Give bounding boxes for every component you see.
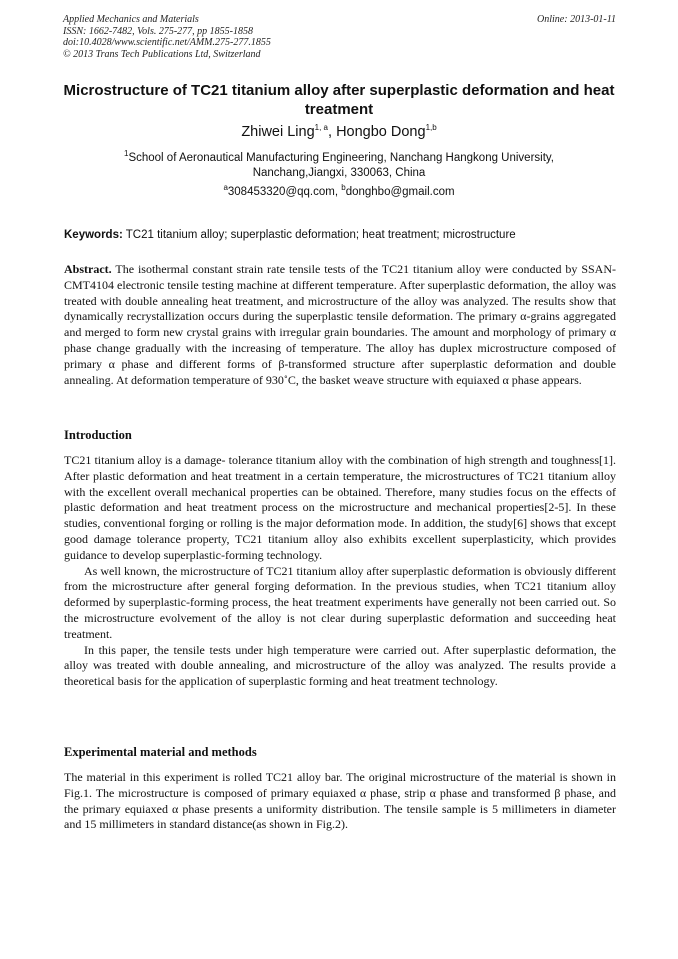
doi-line: doi:10.4028/www.scientific.net/AMM.275-277.1855 (63, 37, 271, 48)
introduction-section (64, 428, 616, 690)
journal-name: Applied Mechanics and Materials (63, 14, 199, 25)
issn-line: ISSN: 1662-7482, Vols. 275-277, pp 1855-1858 (63, 25, 253, 37)
keywords-label: Keywords: (64, 229, 123, 241)
email-line (0, 183, 678, 198)
author-superscript: 1,b (425, 123, 437, 133)
email-address: 308453320@qq.com, (227, 186, 339, 198)
paragraph: As well known, the microstructure of TC21 titanium alloy after superplastic deformation is obviously different from the microstructure after general forging deformation. In the previous studies, when TC21 titanium alloy deformed by superplastic-forming process, the heat treatment experiments have generally not been carried out. So the microstructure evolvement of the alloy is not clear during superplastic deformation and succeeding heat treatment. (64, 563, 616, 641)
author-name: Hongbo Dong (336, 124, 426, 140)
author-name: Zhiwei Ling (241, 124, 315, 140)
online-date: Online: 2013-01-11 (537, 14, 616, 25)
section-heading: Introduction (64, 428, 132, 442)
keywords-text: TC21 titanium alloy; superplastic deformation; heat treatment; microstructure (122, 229, 516, 241)
copyright-line: © 2013 Trans Tech Publications Ltd, Switzerland (63, 48, 261, 60)
author-list (0, 124, 678, 140)
affiliation-text: School of Aeronautical Manufacturing Engineering, Nanchang Hangkong University, (128, 152, 554, 164)
journal-header (63, 14, 616, 60)
email-address: donghbo@gmail.com (345, 186, 455, 198)
affiliation-superscript: 1 (124, 149, 129, 159)
author-superscript: 1, a (314, 123, 328, 133)
affiliation (60, 151, 618, 181)
paragraph: In this paper, the tensile tests under high temperature were carried out. After superplastic deformation, the alloy was treated with double annealing, and microstructure of the alloy was analyzed. The results provide a theoretical basis for the application of superplastic forming and heat treatment technology. (64, 642, 616, 689)
affiliation-line: Nanchang,Jiangxi, 330063, China (252, 167, 426, 179)
email-superscript: a (223, 183, 228, 193)
keywords (64, 229, 616, 241)
paragraph: The material in this experiment is rolled TC21 alloy bar. The original microstructure of the material is shown in Fig.1. The microstructure is composed of primary equiaxed α phase, strip α phase and transformed β phase, and the primary equiaxed α phase presents a uniformity distribution. The tensile sample is 5 millimeters in diameter and 15 millimeters in standard distance(as shown in Fig.2). (64, 770, 616, 832)
paper-title: Microstructure of TC21 titanium alloy after superplastic deformation and heat treatment (63, 82, 615, 118)
abstract (64, 262, 616, 388)
abstract-label: Abstract. (64, 262, 112, 276)
section-heading: Experimental material and methods (64, 745, 257, 759)
abstract-text: The isothermal constant strain rate tensile tests of the TC21 titanium alloy were conducted by SSAN-CMT4104 electronic tensile testing machine at different temperature. After superplastic deformation, the alloy was treated with double annealing heat treatment, and microstructure of the alloy was analyzed. The results show that dynamically recrystallization occurs during the superplastic tensile deformation. The primary α-grains aggregated and merged to form new crystal grains with irregular grain boundaries. The amount and morphology of primary α phase change gradually with the increasing of temperature. The alloy has duplex microstructure composed of primary α phase and different forms of β-transformed structure after superplastic deformation and double annealing. At deformation temperature of 930˚C, the basket weave structure with equiaxed α phase appears. (64, 262, 616, 387)
paragraph: TC21 titanium alloy is a damage- tolerance titanium alloy with the combination of high strength and toughness[1]. After plastic deformation and heat treatment in a certain temperature, the microstructures of TC21 titanium alloy with the excellent overall mechanical properties can be obtained. Therefore, many studies focus on the effects of plastic deformation and heat treatment process on the microstructure and mechanical properties[2-5]. In these studies, conventional forging or rolling is the major deformation mode. In addition, the study[6] shows that except good damage tolerance property, TC21 titanium alloy also exhibits excellent superplasticity, which provides guidance to develop superplastic-forming technology. (64, 453, 616, 562)
email-superscript: b (341, 183, 346, 193)
affiliation-line (60, 151, 618, 166)
methods-section (64, 745, 616, 833)
author-separator: , (328, 124, 337, 140)
